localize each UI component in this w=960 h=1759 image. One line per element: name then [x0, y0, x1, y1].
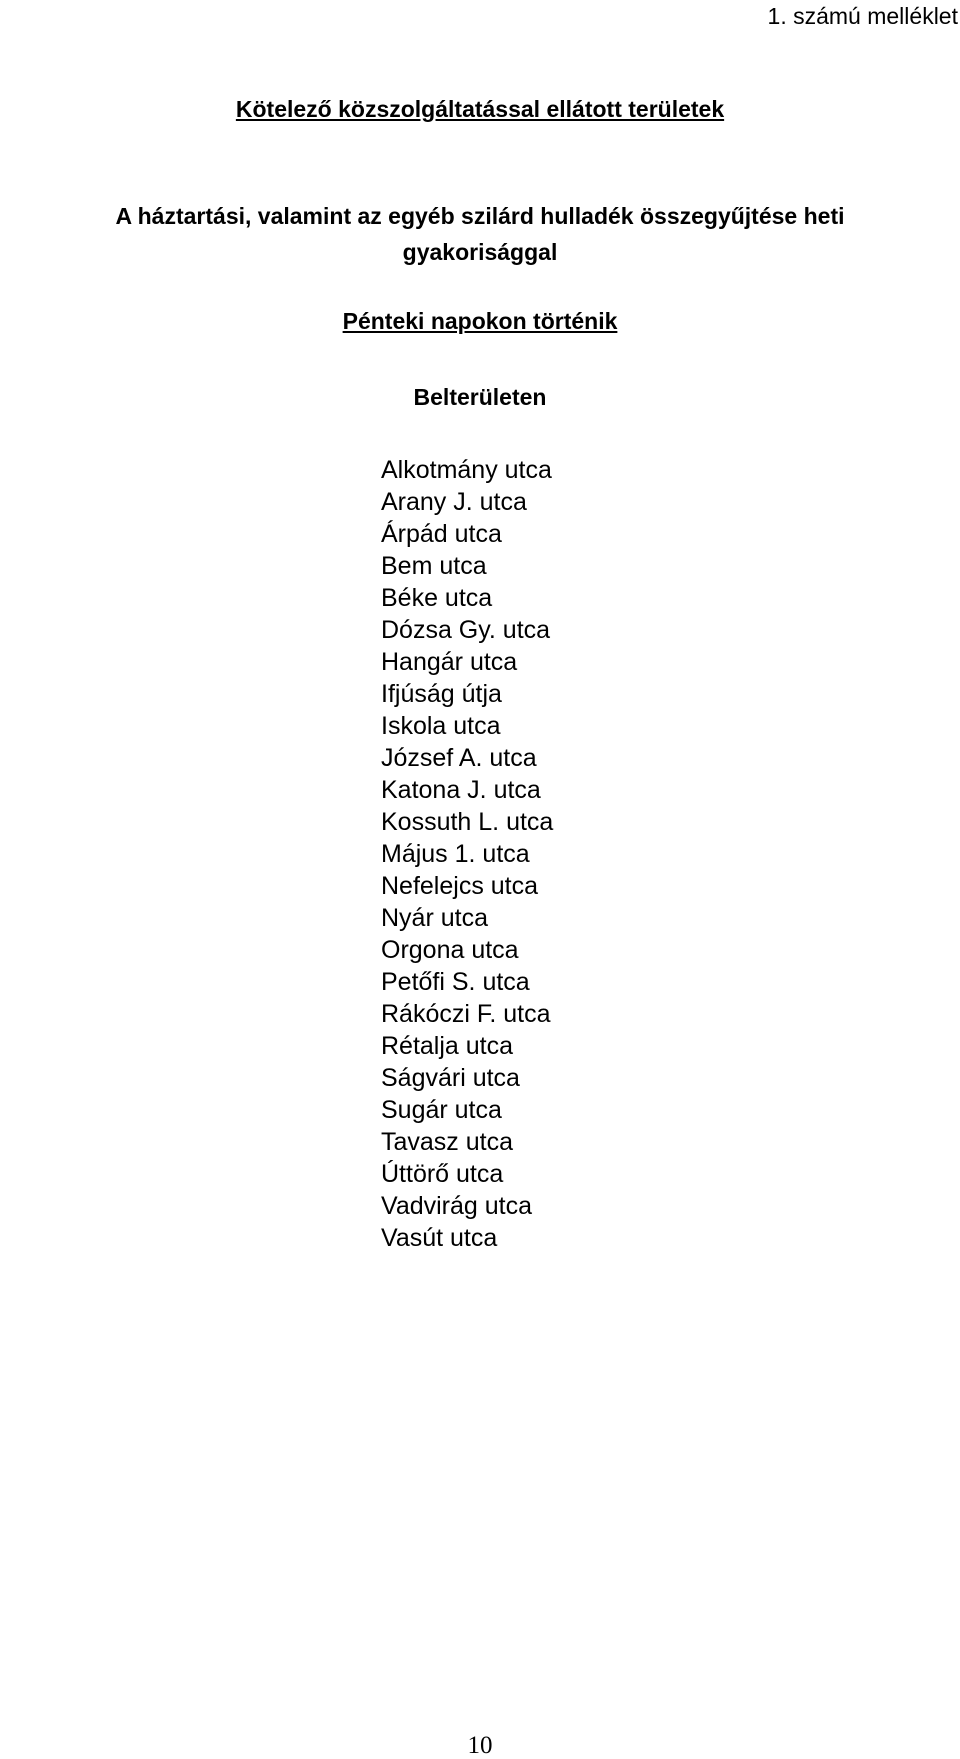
street-item: Rákóczi F. utca — [381, 1000, 551, 1028]
street-item: Iskola utca — [381, 712, 501, 740]
street-item: Vasút utca — [381, 1224, 498, 1252]
street-item: Arany J. utca — [381, 488, 527, 516]
street-item: József A. utca — [381, 744, 537, 772]
street-item: Sugár utca — [381, 1096, 502, 1124]
document-title: Kötelező közszolgáltatással ellátott területek — [235, 96, 725, 122]
subtitle-line-1: A háztartási, valamint az egyéb szilárd hulladék összegyűjtése heti — [115, 203, 845, 229]
annex-label: 1. számú melléklet — [767, 3, 958, 29]
street-item: Május 1. utca — [381, 840, 530, 868]
street-item: Nyár utca — [381, 904, 488, 932]
street-item: Árpád utca — [381, 520, 502, 548]
street-item: Béke utca — [381, 584, 493, 612]
page-number: 10 — [467, 1732, 493, 1759]
collection-schedule: Pénteki napokon történik — [342, 308, 618, 334]
area-heading: Belterületen — [413, 384, 547, 410]
street-item: Dózsa Gy. utca — [381, 616, 551, 644]
street-list — [381, 454, 553, 1254]
street-item: Ifjúság útja — [381, 680, 502, 708]
street-item: Orgona utca — [381, 936, 519, 964]
street-item: Katona J. utca — [381, 776, 541, 804]
street-item: Hangár utca — [381, 648, 518, 676]
street-item: Alkotmány utca — [381, 456, 552, 484]
street-item: Kossuth L. utca — [381, 808, 554, 836]
street-item: Vadvirág utca — [381, 1192, 533, 1220]
street-item: Tavasz utca — [381, 1128, 514, 1156]
street-item: Petőfi S. utca — [381, 968, 530, 996]
street-item: Úttörő utca — [381, 1160, 504, 1188]
street-item: Rétalja utca — [381, 1032, 514, 1060]
street-item: Ságvári utca — [381, 1064, 520, 1092]
document-subtitle — [0, 198, 960, 270]
street-item: Nefelejcs utca — [381, 872, 539, 900]
subtitle-line-2: gyakorisággal — [402, 239, 558, 265]
street-item: Bem utca — [381, 552, 487, 580]
